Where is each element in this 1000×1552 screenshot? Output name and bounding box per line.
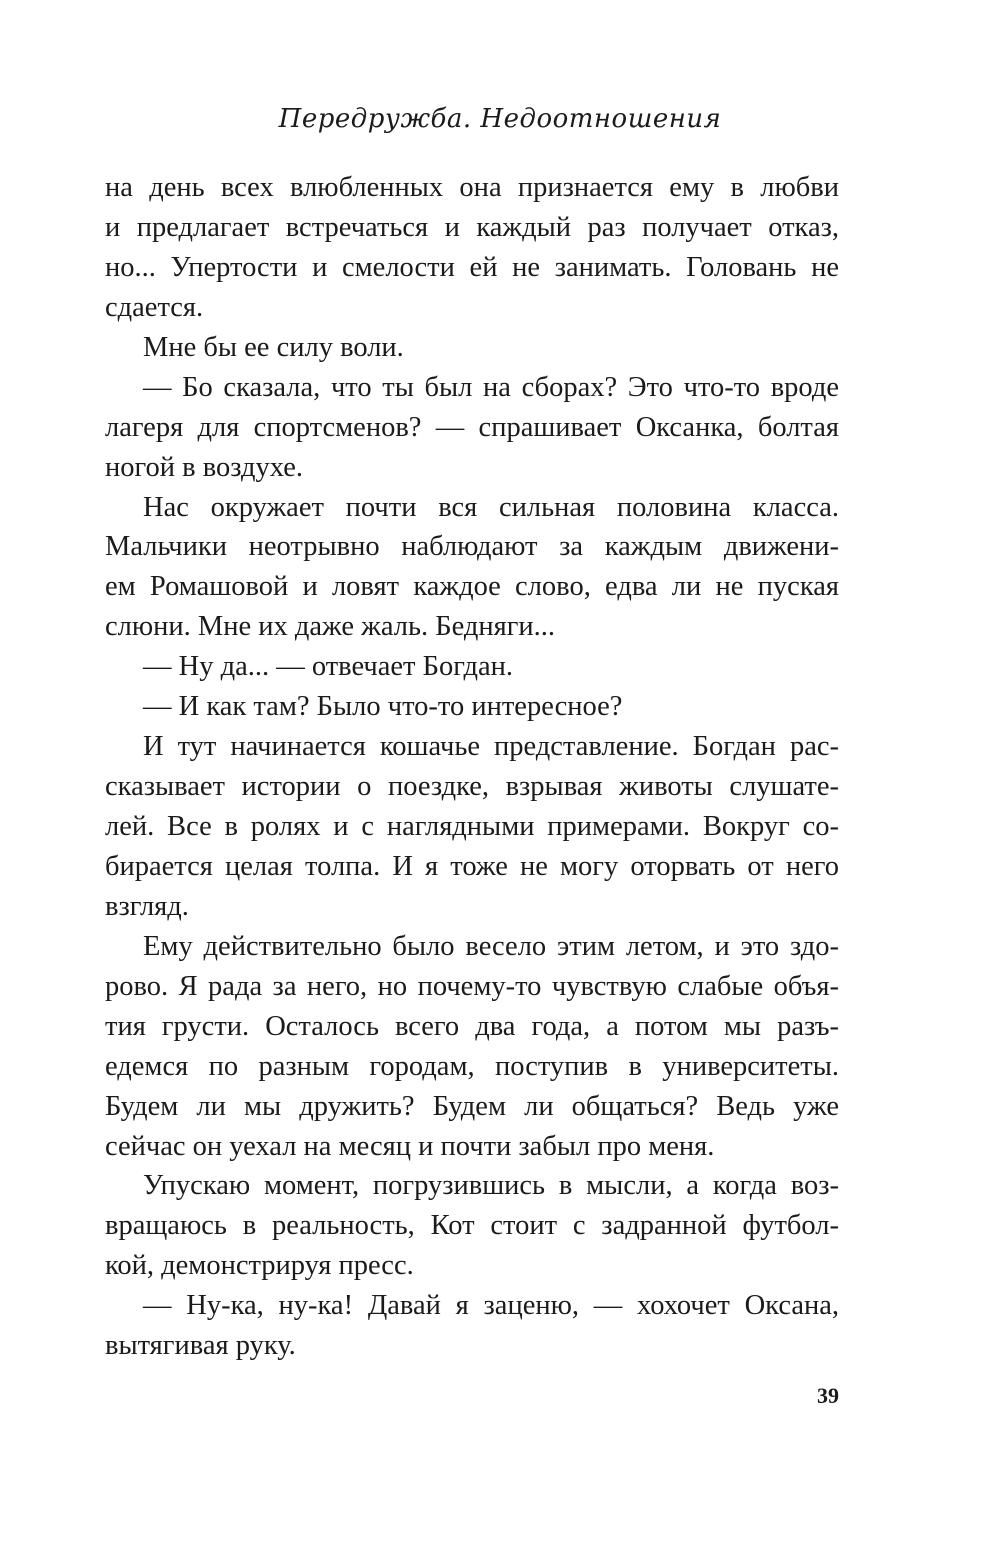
text-line: и предлагает встречаться и каждый раз получает отказ,	[105, 211, 839, 243]
text-line: И тут начинается кошачье представление. Богдан рас-	[143, 731, 839, 763]
text-line: Ему действительно было весело этим летом, и это здо-	[143, 930, 839, 962]
text-line: взгляд.	[105, 890, 189, 922]
text-line: вращаюсь в реальность, Кот стоит с задранной футбол-	[105, 1210, 839, 1242]
text-line: на день всех влюбленных она признается ему в любви	[105, 172, 839, 203]
text-line: бирается целая толпа. И я тоже не могу оторвать от него	[105, 850, 839, 882]
text-line: сказывает истории о поездке, взрывая животы слушате-	[105, 771, 839, 803]
text-line: Мне бы ее силу воли.	[143, 331, 404, 363]
text-line: Будем ли мы дружить? Будем ли общаться? Ведь уже	[105, 1090, 839, 1122]
text-line: рово. Я рада за него, но почему-то чувствую слабые объя-	[105, 970, 839, 1002]
text-line: кой, демонстрируя пресс.	[105, 1250, 414, 1282]
page-number: 39	[817, 1383, 839, 1408]
running-header: Передружба. Недоотношения	[278, 104, 722, 134]
text-line: слюни. Мне их даже жаль. Бедняги...	[105, 611, 556, 643]
text-line: — Ну-ка, ну-ка! Давай я заценю, — хохочет Оксана,	[143, 1290, 839, 1322]
text-line: лей. Все в ролях и с наглядными примерами. Вокруг со-	[105, 811, 839, 842]
text-line: Упускаю момент, погрузившись в мысли, а когда воз-	[143, 1170, 839, 1202]
text-line: — И как там? Было что-то интересное?	[143, 691, 623, 723]
text-line: — Ну да... — отвечает Богдан.	[143, 651, 514, 683]
text-line: едемся по разным городам, поступив в университеты.	[105, 1050, 839, 1082]
text-line: но... Упертости и смелости ей не занимать. Головань не	[105, 251, 839, 283]
text-line: тия грусти. Осталось всего два года, а потом мы разъ-	[105, 1010, 839, 1042]
text-line: сдается.	[105, 291, 204, 323]
text-line: вытягивая руку.	[105, 1330, 296, 1362]
text-line: Мальчики неотрывно наблюдают за каждым движени-	[105, 531, 839, 563]
text-line: Нас окружает почти вся сильная половина класса.	[143, 491, 839, 523]
page-text	[105, 168, 839, 1366]
text-line: ногой в воздухе.	[105, 451, 304, 483]
text-line: сейчас он уехал на месяц и почти забыл про меня.	[105, 1130, 715, 1162]
text-line: лагеря для спортсменов? — спрашивает Оксанка, болтая	[105, 411, 839, 443]
text-line: — Бо сказала, что ты был на сборах? Это что-то вроде	[143, 371, 839, 403]
text-line: ем Ромашовой и ловят каждое слово, едва ли не пуская	[105, 571, 839, 603]
